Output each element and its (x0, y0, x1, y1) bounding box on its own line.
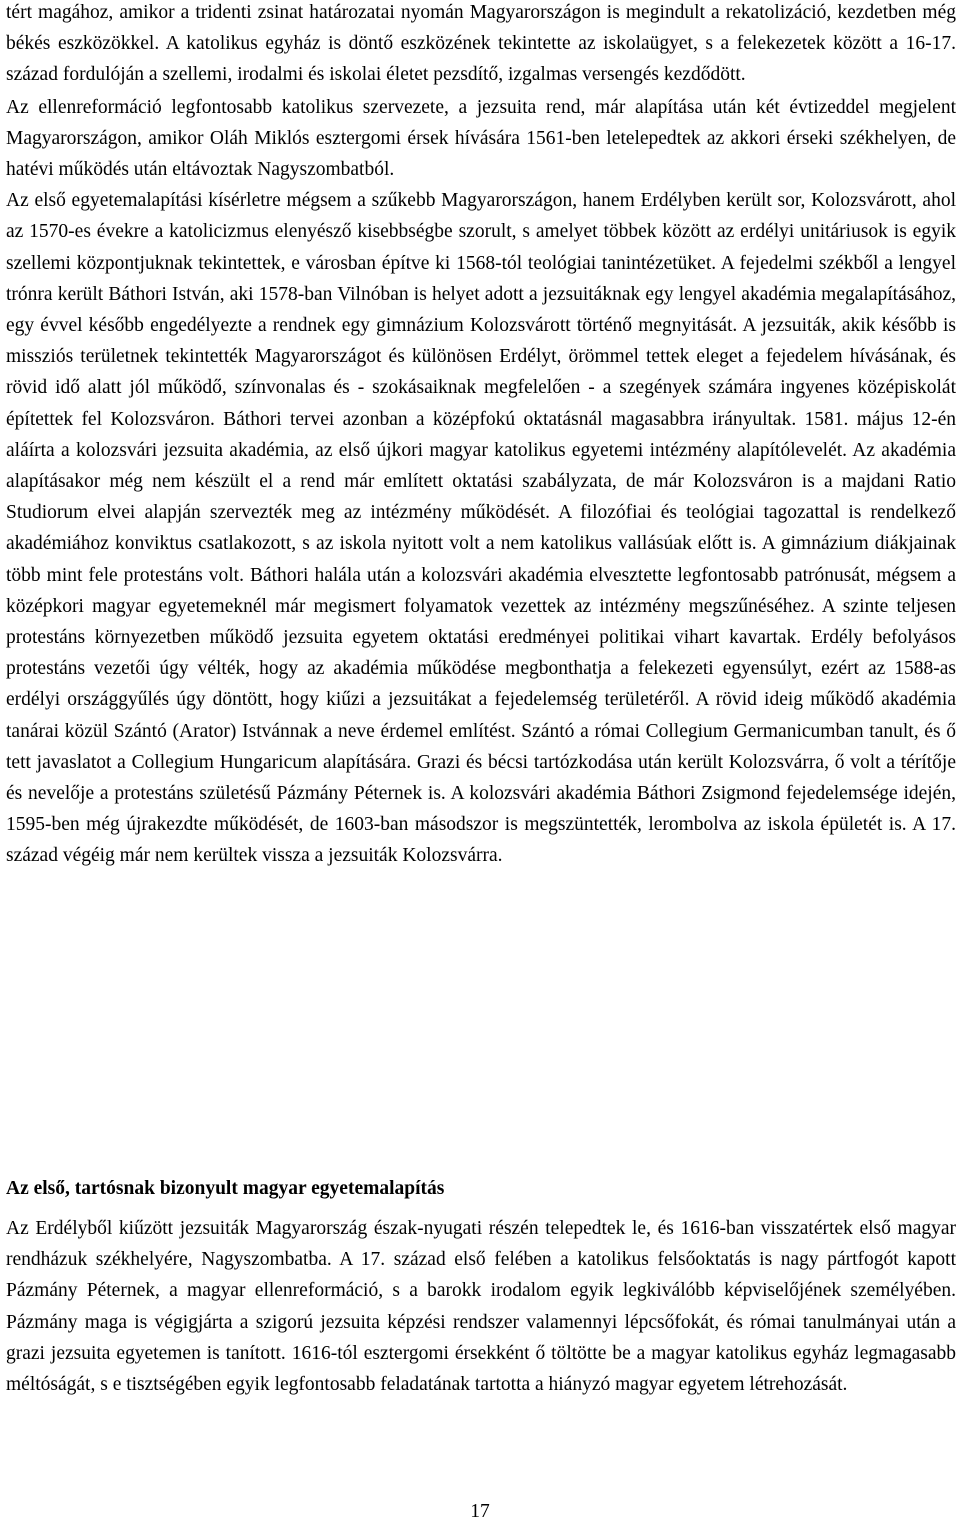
paragraph-intro: tért magához, amikor a tridenti zsinat határozatai nyomán Magyarországon is megindult a rekatolizáció, kezdetben még békés eszközökkel. A katolikus egyház is döntő eszközének tekintette az iskolaügyet, s a felekezetek között a 16-17. század fordulóján a szellemi, irodalmi és iskolai életet pezsdítő, izgalmas versengés kezdődött. (6, 2, 956, 86)
page-number: 17 (470, 1501, 490, 1522)
paragraph-jesuit-order: Az ellenreformáció legfontosabb katolikus szervezete, a jezsuita rend, már alapítása után két évtizeddel megjelent Magyarországon, amikor Oláh Miklós esztergomi érsek hívására 1561-ben letelepedtek az akkori érseki székhelyen, de hatévi működés után eltávoztak Nagyszombatból. (6, 96, 956, 181)
paragraph-kolozsvar-academy: Az első egyetemalapítási kísérletre mégsem a szűkebb Magyarországon, hanem Erdélyben került sor, Kolozsvárott, ahol az 1570-es évekre a katolicizmus elenyésző kisebbségbe szorult, s amelyet többek között az erdélyi unitáriusok is egyik szellemi központjuknak tekintettek, e városban építve ki 1568-tól teológiai tanintézetüket. A fejedelmi székből a lengyel trónra került Báthori István, aki 1578-ban Vilnóban is helyet adott a jezsuitáknak egy lengyel akadémia megalapításához, egy évvel később engedélyezte a rendnek egy gimnázium Kolozsvárott történő megnyitását. A jezsuiták, akik később is missziós területnek tekintették Magyarországot és különösen Erdélyt, örömmel tettek eleget a fejedelem hívásának, és rövid idő alatt jól működő, színvonalas és - szokásaiknak megfelelően - a szegények számára ingyenes középiskolát építettek fel Kolozsváron. Báthori tervei azonban a középfokú oktatásnál magasabbra irányultak. 1581. május 12-én aláírta a kolozsvári jezsuita akadémia, az első újkori magyar katolikus egyetemi intézmény alapítólevelét. Az akadémia alapításakor még nem készült el a rend már említett oktatási szabályzata, de már Kolozsváron is a majdani Ratio Studiorum elvei alapján szervezték meg az intézmény működését. A filozófiai és teológiai tagozattal is rendelkező akadémiához konviktus csatlakozott, s az iskola nyitott volt a nem katolikus vallásúak előtt is. A gimnázium diákjainak több mint fele protestáns volt. Báthori halála után a kolozsvári akadémia elvesztette legfontosabb patrónusát, mégsem a középkori magyar egyetemeknél már megismert folyamatok vezettek az intézmény megszűnéséhez. A szinte teljesen protestáns környezetben működő jezsuita egyetem oktatási eredményei politikai vihart kavartak. Erdély befolyásos protestáns vezetői úgy vélték, hogy az akadémia működése megbonthatja a felekezeti egyensúlyt, ezért az 1588-as erdélyi országgyűlés úgy döntött, hogy kiűzi a jezsuitákat a fejedelemség területéről. A rövid ideig működő akadémia tanárai közül Szántó (Arator) Istvánnak a neve érdemel említést. Szántó a római Collegium Germanicumban tanult, és ő tett javaslatot a Collegium Hungaricum alapítására. Grazi és bécsi tartózkodása után került Kolozsvárra, ő volt a térítője és nevelője a protestáns születésű Pázmány Péternek is. A kolozsvári akadémia Báthori Zsigmond fejedelemsége idején, 1595-ben még újrakezdte működését, de 1603-ban másodszor is megszüntették, lerombolva az iskola épületét is. A 17. század végéig már nem kerültek vissza a jezsuiták Kolozsvárra. (6, 190, 956, 867)
document-page (6, 0, 956, 1396)
section-heading: Az első, tartósnak bizonyult magyar egyetemalapítás (6, 1178, 445, 1199)
paragraph-nagyszombat: Az Erdélyből kiűzött jezsuiták Magyarország észak-nyugati részén telepedtek le, és 1616-ban visszatértek első magyar rendházuk székhelyére, Nagyszombatba. A 17. század első felében a katolikus felsőoktatás is nagy pártfogót kapott Pázmány Péternek, a magyar ellenreformáció, s a barokk irodalom egyik legkiválóbb képviselőjének személyében. Pázmány maga is végigjárta a szigorú jezsuita képzési rendszer valamennyi lépcsőfokát, és római tanulmányai után a grazi jezsuita egyetemen is tanított. 1616-tól esztergomi érsekként ő töltötte be a magyar katolikus egyház legmagasabb méltóságát, s e tisztségében egyik legfontosabb feladatának tartotta a hiányzó magyar egyetem létrehozását. (6, 1218, 956, 1396)
